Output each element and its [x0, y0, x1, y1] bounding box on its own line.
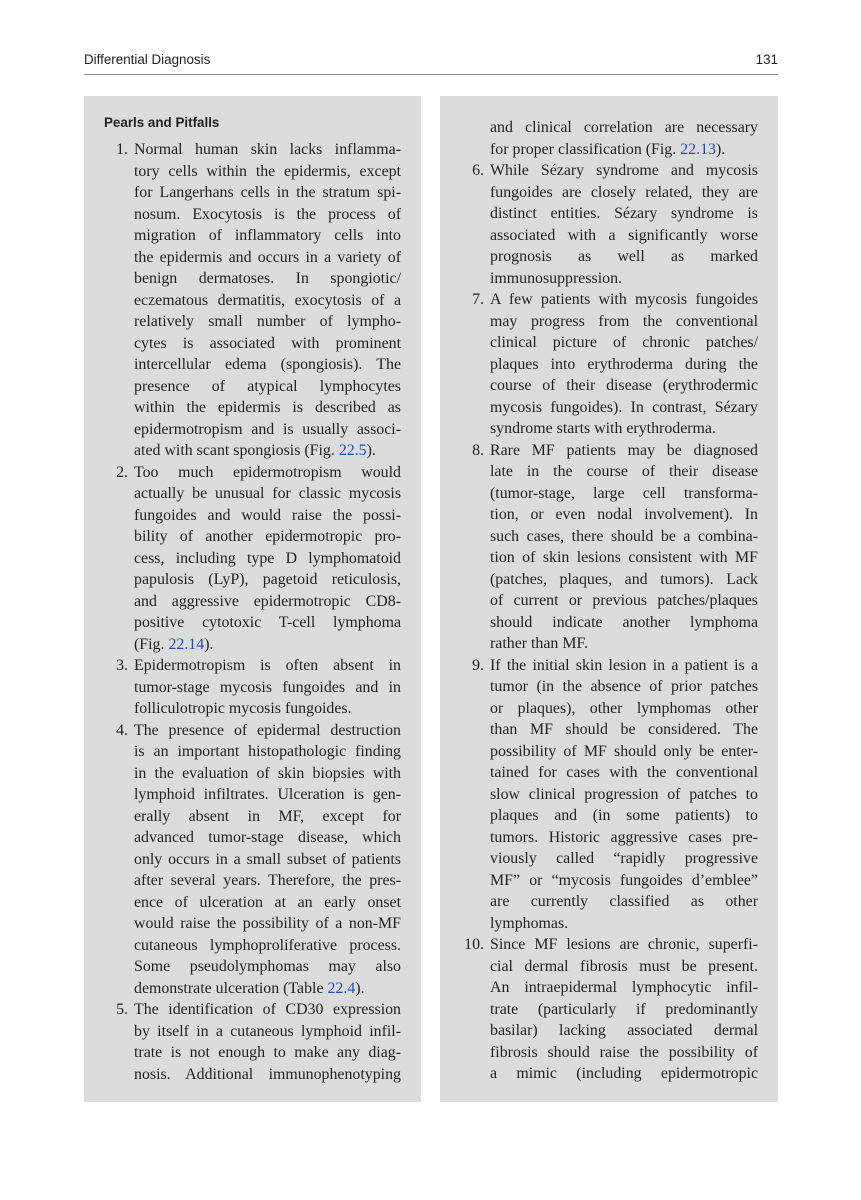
line-text: ated with scant spongiosis (Fig. 22.5).	[134, 442, 376, 459]
line-text: While Sézary syndrome and mycosis	[490, 162, 758, 179]
line-text: nosum. Exocytosis is the process of	[134, 205, 401, 223]
line-text: prognosis as well as marked	[490, 248, 758, 265]
text-line	[104, 827, 401, 849]
list-item-number: 1.	[116, 141, 128, 158]
text-line	[460, 418, 758, 440]
text-line	[104, 763, 401, 785]
line-text: benign dermatoses. In spongiotic/	[134, 270, 401, 287]
text-line	[460, 612, 758, 634]
line-text: only occurs in a small subset of patients	[134, 850, 401, 868]
list-item-number: 10.	[464, 936, 484, 953]
text-line	[104, 311, 401, 333]
line-text: cess, including type D lymphomatoid	[134, 549, 401, 567]
text-line	[460, 590, 758, 612]
line-text: actually be unusual for classic mycosis	[134, 485, 401, 502]
line-text: tory cells within the epidermis, except	[134, 162, 401, 180]
text-line	[460, 397, 758, 419]
text-line	[104, 333, 401, 355]
line-text: and aggressive epidermotropic CD8-	[134, 592, 401, 610]
line-text: tumors. Historic aggressive cases pre-	[490, 828, 758, 846]
line-text: such cases, there should be a combina-	[490, 527, 758, 545]
page-number: 131	[755, 52, 778, 67]
text-line	[104, 784, 401, 806]
line-text: Too much epidermotropism would	[134, 463, 401, 481]
running-head-title: Differential Diagnosis	[84, 52, 211, 67]
list-item-number: 4.	[116, 721, 128, 739]
line-text: should indicate another lymphoma	[490, 613, 758, 631]
figure-reference-link[interactable]: 22.13	[680, 140, 716, 158]
text-line	[104, 397, 401, 419]
line-text: for Langerhans cells in the stratum spi-	[134, 184, 401, 201]
list-item-number: 9.	[472, 656, 484, 674]
line-text: or plaques), other lymphomas other	[490, 699, 758, 717]
text-line	[104, 870, 401, 892]
text-line	[104, 698, 401, 720]
text-line	[104, 591, 401, 613]
line-text: Since MF lesions are chronic, superfi-	[490, 936, 758, 953]
line-text: plaques into erythroderma during the	[490, 355, 758, 373]
line-text: possibility of MF should only be enter-	[490, 742, 758, 760]
line-text: within the epidermis is described as	[134, 399, 401, 416]
line-text: migration of inflammatory cells into	[134, 227, 401, 244]
line-text: cytes is associated with prominent	[134, 334, 401, 352]
text-line	[104, 741, 401, 763]
line-text: relatively small number of lympho-	[134, 313, 401, 330]
figure-reference-link[interactable]: 22.4	[327, 979, 356, 997]
text-line	[460, 913, 758, 935]
line-text: basilar) lacking associated dermal	[490, 1022, 758, 1039]
line-text: MF” or “mycosis fungoides d’emblee”	[490, 871, 758, 889]
text-line	[460, 311, 758, 333]
line-text: Epidermotropism is often absent in	[134, 657, 401, 674]
line-text: clinical picture of chronic patches/	[490, 334, 758, 351]
line-text: than MF should be considered. The	[490, 721, 758, 738]
line-text: nosis. Additional immunophenotyping	[134, 1065, 401, 1083]
text-line	[460, 375, 758, 397]
text-line	[104, 505, 401, 527]
line-text: the epidermis and occurs in a variety of	[134, 248, 401, 266]
line-text: trate is not enough to make any diag-	[134, 1044, 401, 1061]
text-line	[104, 1021, 401, 1043]
line-text: for proper classification (Fig. 22.13).	[490, 140, 726, 158]
line-text: rather than MF.	[490, 635, 589, 652]
line-text: tained for cases with the conventional	[490, 764, 758, 781]
text-line	[104, 376, 401, 398]
line-text: Normal human skin lacks inflamma-	[134, 141, 401, 158]
line-text: A few patients with mycosis fungoides	[490, 291, 758, 308]
line-text: lymphoid infiltrates. Ulceration is gen-	[134, 786, 401, 803]
text-line	[460, 160, 758, 182]
line-text: tion of skin lesions consistent with MF	[490, 549, 758, 566]
text-line	[460, 246, 758, 268]
text-line	[104, 354, 401, 376]
line-text: fibrosis should raise the possibility of	[490, 1043, 758, 1061]
text-line	[104, 612, 401, 634]
text-line	[104, 204, 401, 226]
left-column-text	[104, 139, 401, 1085]
line-text: advanced tumor-stage disease, which	[134, 829, 401, 846]
text-line	[104, 182, 401, 204]
text-line	[460, 117, 758, 139]
header-rule	[84, 74, 778, 75]
text-line	[460, 633, 758, 655]
text-line	[104, 526, 401, 548]
text-line	[104, 956, 401, 978]
text-line	[104, 483, 401, 505]
line-text: trate (particularly if predominantly	[490, 1000, 758, 1018]
line-text: cutaneous lymphoproliferative process.	[134, 936, 401, 954]
text-line	[104, 548, 401, 570]
list-item-number: 6.	[472, 162, 484, 179]
line-text: fungoides and would raise the possi-	[134, 506, 401, 524]
text-line	[460, 999, 758, 1021]
list-item-number: 3.	[116, 657, 128, 674]
line-text: slow clinical progression of patches to	[490, 785, 758, 803]
text-line	[460, 225, 758, 247]
text-line	[460, 182, 758, 204]
line-text: Some pseudolymphomas may also	[134, 958, 401, 975]
figure-reference-link[interactable]: 22.14	[168, 635, 205, 653]
text-line	[104, 634, 401, 656]
text-line	[104, 892, 401, 914]
text-line	[460, 289, 758, 311]
list-item-number: 2.	[116, 463, 128, 481]
text-line	[460, 461, 758, 483]
line-text: intercellular edema (spongiosis). The	[134, 356, 401, 373]
text-line	[104, 419, 401, 441]
line-text: presence of atypical lymphocytes	[134, 377, 401, 395]
line-text: The presence of epidermal destruction	[134, 721, 401, 739]
line-text: associated with a significantly worse	[490, 226, 758, 244]
text-line	[104, 462, 401, 484]
line-text: cial dermal fibrosis must be present.	[490, 957, 758, 975]
text-line	[104, 913, 401, 935]
line-text: by itself in a cutaneous lymphoid infil-	[134, 1022, 401, 1040]
line-text: would raise the possibility of a non-MF	[134, 915, 401, 932]
text-line	[460, 440, 758, 462]
text-line	[104, 1042, 401, 1064]
line-text: ence of ulceration at an early onset	[134, 893, 401, 911]
text-line	[460, 526, 758, 548]
line-text: of current or previous patches/plaques	[490, 592, 758, 609]
text-line	[460, 956, 758, 978]
text-line	[104, 935, 401, 957]
line-text: mycosis fungoides). In contrast, Sézary	[490, 398, 758, 416]
text-line	[460, 504, 758, 526]
text-line	[104, 161, 401, 183]
text-line	[460, 332, 758, 354]
text-line	[460, 977, 758, 999]
line-text: Rare MF patients may be diagnosed	[490, 441, 758, 459]
line-text: tumor (in the absence of prior patches	[490, 678, 758, 695]
line-text: folliculotropic mycosis fungoides.	[134, 700, 352, 717]
line-text: immunosuppression.	[490, 269, 622, 287]
text-line	[104, 440, 401, 462]
line-text: syndrome starts with erythroderma.	[490, 420, 716, 437]
line-text: plaques and (in some patients) to	[490, 807, 758, 824]
list-item-number: 8.	[472, 441, 484, 459]
list-item-number: 7.	[472, 291, 484, 308]
line-text: (Fig. 22.14).	[134, 635, 214, 653]
line-text: and clinical correlation are necessary	[490, 119, 758, 136]
text-line	[104, 247, 401, 269]
text-line	[104, 655, 401, 677]
text-line	[104, 806, 401, 828]
text-line	[460, 203, 758, 225]
text-line	[460, 870, 758, 892]
text-line	[460, 805, 758, 827]
line-text: lymphomas.	[490, 914, 569, 932]
right-column-text	[460, 117, 758, 1085]
line-text: late in the course of their disease	[490, 463, 758, 480]
text-line	[104, 290, 401, 312]
line-text: after several years. Therefore, the pres-	[134, 872, 401, 889]
text-line	[460, 655, 758, 677]
line-text: erally absent in MF, except for	[134, 807, 401, 825]
text-line	[460, 1020, 758, 1042]
text-line	[104, 225, 401, 247]
text-line	[104, 139, 401, 161]
text-line	[460, 719, 758, 741]
line-text: (tumor-stage, large cell transforma-	[490, 484, 758, 502]
line-text: tion, or even nodal involvement). In	[490, 506, 758, 523]
text-line	[460, 741, 758, 763]
text-line	[460, 848, 758, 870]
text-line	[460, 891, 758, 913]
line-text: a mimic (including epidermotropic	[490, 1065, 758, 1082]
line-text: An intraepidermal lymphocytic infil-	[490, 979, 758, 996]
line-text: tumor-stage mycosis fungoides and in	[134, 678, 401, 696]
text-line	[460, 354, 758, 376]
text-line	[104, 999, 401, 1021]
line-text: bility of another epidermotropic pro-	[134, 528, 401, 545]
line-text: papulosis (LyP), pagetoid reticulosis,	[134, 571, 401, 588]
running-head	[84, 52, 778, 72]
list-item-number: 5.	[116, 1001, 128, 1018]
text-line	[104, 720, 401, 742]
line-text: eczematous dermatitis, exocytosis of a	[134, 291, 401, 309]
text-line	[104, 1064, 401, 1086]
text-line	[460, 569, 758, 591]
text-line	[460, 483, 758, 505]
line-text: viously called “rapidly progressive	[490, 850, 758, 867]
line-text: If the initial skin lesion in a patient is a	[490, 656, 758, 674]
figure-reference-link[interactable]: 22.5	[338, 442, 367, 459]
text-line	[460, 784, 758, 806]
line-text: fungoides are closely related, they are	[490, 183, 758, 201]
line-text: (patches, plaques, and tumors). Lack	[490, 570, 758, 588]
line-text: epidermotropism and is usually associ-	[134, 420, 401, 438]
text-line	[460, 139, 758, 161]
text-line	[104, 268, 401, 290]
text-line	[460, 1063, 758, 1085]
line-text: positive cytotoxic T-cell lymphoma	[134, 614, 401, 631]
text-line	[104, 677, 401, 699]
text-line	[460, 547, 758, 569]
text-line	[460, 1042, 758, 1064]
text-line	[104, 978, 401, 1000]
text-line	[460, 934, 758, 956]
line-text: is an important histopathologic finding	[134, 743, 401, 760]
text-line	[460, 268, 758, 290]
line-text: The identification of CD30 expression	[134, 1001, 401, 1018]
line-text: course of their disease (erythrodermic	[490, 377, 758, 394]
text-line	[460, 676, 758, 698]
line-text: may progress from the conventional	[490, 312, 758, 330]
box-title: Pearls and Pitfalls	[104, 115, 220, 130]
line-text: distinct entities. Sézary syndrome is	[490, 205, 758, 222]
line-text: in the evaluation of skin biopsies with	[134, 764, 401, 782]
text-line	[460, 827, 758, 849]
text-line	[104, 569, 401, 591]
line-text: demonstrate ulceration (Table 22.4).	[134, 979, 365, 997]
text-line	[460, 762, 758, 784]
text-line	[104, 849, 401, 871]
text-line	[460, 698, 758, 720]
line-text: are currently classified as other	[490, 893, 758, 910]
